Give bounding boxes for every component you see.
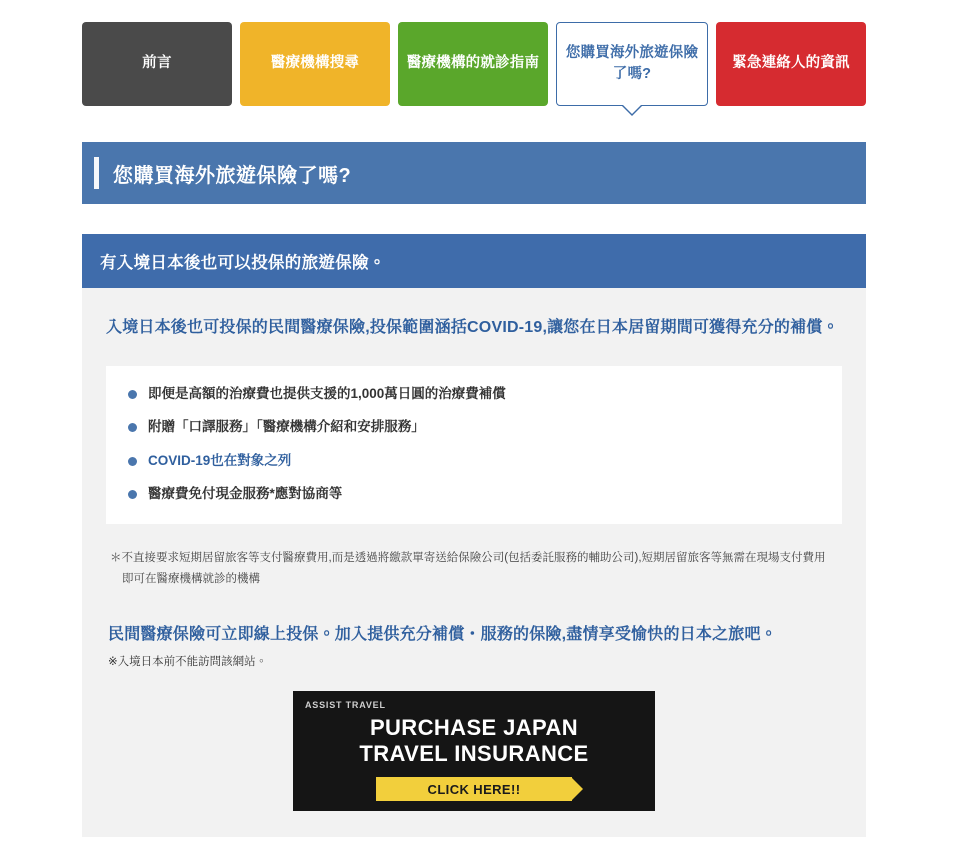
page-title-bar (82, 142, 866, 204)
tab-emergency-contacts[interactable] (716, 22, 866, 106)
footnote (106, 548, 842, 589)
banner-container (106, 691, 842, 811)
footnote-line-1: ＊不直接要求短期居留旅客等支付醫療費用,而是透過將繳款單寄送給保險公司(包括委託服務的輔助公司),短期居留旅客等無需在現場支付費用 (110, 552, 826, 564)
benefits-list (128, 384, 820, 504)
banner-headline-line-1: PURCHASE JAPAN (369, 715, 579, 741)
tab-introduction[interactable] (82, 22, 232, 106)
section-lead-text: 入境日本後也可投保的民間醫療保險,投保範圍涵括COVID-19,讓您在日本居留期間可獲得充分的補償。 (106, 319, 839, 336)
list-item: 醫療費免付現金服務*應對協商等 (128, 484, 820, 504)
closing-text: 民間醫療保險可立即線上投保。加入提供充分補償・服務的保險,盡情享受愉快的日本之旅吧。 (108, 626, 777, 644)
insurance-section (82, 234, 866, 837)
banner-cta-button[interactable]: CLICK HERE!! (376, 777, 572, 801)
tab-medical-visit-guide[interactable] (398, 22, 548, 106)
banner-headline (293, 715, 655, 767)
tab-travel-insurance[interactable] (556, 22, 708, 106)
tab-medical-institution-search[interactable] (240, 22, 390, 106)
tab-navigation (82, 22, 866, 106)
banner-headline-line-2: TRAVEL INSURANCE (359, 741, 589, 767)
footnote-line-2: 即可在醫療機構就診的機構 (122, 572, 260, 585)
list-item: 附贈「口譯服務」「醫療機構介紹和安排服務」 (128, 417, 820, 437)
title-accent-bar (94, 157, 99, 189)
page-title: 您購買海外旅遊保險了嗎? (113, 164, 352, 187)
tab-medical-institution-search-label: 醫療機構搜尋 (270, 55, 360, 72)
site-access-note: ※入境日本前不能訪問該網站。 (108, 656, 268, 669)
banner-brand-label: ASSIST TRAVEL (305, 700, 386, 711)
section-heading: 有入境日本後也可以投保的旅遊保險。 (82, 234, 866, 288)
tab-emergency-contacts-label: 緊急連絡人的資訊 (732, 55, 850, 72)
benefits-card (106, 366, 842, 524)
insurance-banner-ad[interactable] (293, 691, 655, 811)
list-item: 即便是高額的治療費也提供支援的1,000萬日圓的治療費補償 (128, 384, 820, 404)
tab-introduction-label: 前言 (142, 55, 172, 72)
tab-travel-insurance-label: 您購買海外旅遊保險了嗎? (565, 44, 699, 82)
section-body (82, 288, 866, 837)
list-item: COVID-19也在對象之列 (128, 451, 820, 471)
tab-medical-visit-guide-label: 醫療機構的就診指南 (406, 55, 540, 72)
